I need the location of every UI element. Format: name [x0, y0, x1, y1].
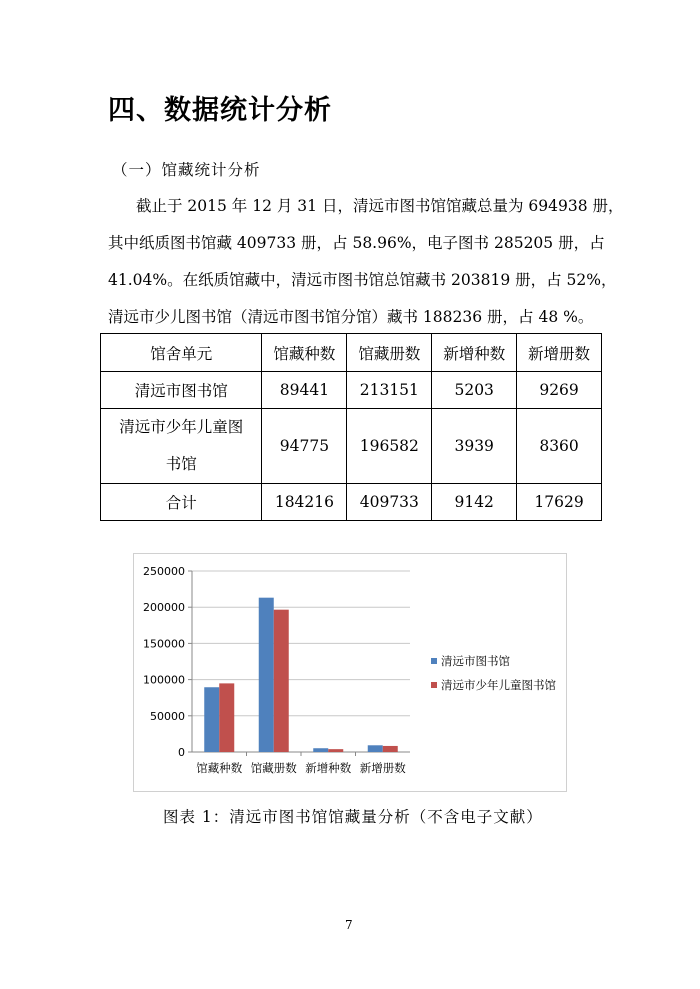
bar — [204, 687, 219, 752]
table-header: 馆舍单元 — [101, 334, 262, 372]
table-header: 新增种数 — [432, 334, 517, 372]
section-heading: 四、数据统计分析 — [108, 95, 332, 126]
table-cell: 94775 — [262, 409, 347, 484]
table-row — [101, 484, 602, 521]
table-row — [101, 409, 602, 484]
x-tick-label: 馆藏册数 — [250, 761, 297, 775]
paragraph-line: 41.04%。在纸质馆藏中，清远市图书馆总馆藏书 203819 册，占 52%， — [108, 271, 617, 289]
table-header-row — [101, 334, 602, 372]
subsection-heading: （一）馆藏统计分析 — [112, 161, 261, 179]
table-cell: 5203 — [432, 372, 517, 409]
table-cell: 17629 — [517, 484, 602, 521]
table-cell: 213151 — [347, 372, 432, 409]
table-cell: 3939 — [432, 409, 517, 484]
collection-table — [100, 333, 602, 521]
table-cell: 清远市图书馆 — [101, 372, 262, 409]
y-tick-label: 100000 — [143, 673, 185, 687]
table-cell: 196582 — [347, 409, 432, 484]
table-cell: 409733 — [347, 484, 432, 521]
paragraph-line: 清远市少儿图书馆（清远市图书馆分馆）藏书 188236 册，占 48 %。 — [108, 308, 594, 326]
legend-swatch — [431, 682, 437, 688]
table-cell: 8360 — [517, 409, 602, 484]
x-tick-label: 新增种数 — [305, 761, 352, 775]
table-cell: 89441 — [262, 372, 347, 409]
table-header: 馆藏种数 — [262, 334, 347, 372]
legend-swatch — [431, 658, 437, 664]
figure-caption: 图表 1：清远市图书馆馆藏量分析（不含电子文献） — [163, 808, 543, 826]
y-tick-label: 0 — [178, 746, 185, 759]
table-cell: 9142 — [432, 484, 517, 521]
legend-label: 清远市图书馆 — [441, 654, 510, 668]
table-cell: 合计 — [101, 484, 262, 521]
legend-label: 清远市少年儿童图书馆 — [441, 678, 556, 692]
body-paragraph — [108, 188, 624, 336]
table-cell — [101, 409, 262, 484]
table-header: 馆藏册数 — [347, 334, 432, 372]
bar — [274, 610, 289, 752]
table-cell: 9269 — [517, 372, 602, 409]
paragraph-line: 截止于 2015 年 12 月 31 日，清远市图书馆馆藏总量为 694938 册， — [136, 197, 624, 215]
x-tick-label: 新增册数 — [359, 761, 406, 775]
table-header: 新增册数 — [517, 334, 602, 372]
bar — [383, 746, 398, 752]
y-tick-label: 250000 — [143, 565, 185, 578]
cell-line: 书馆 — [165, 455, 197, 473]
table-cell: 184216 — [262, 484, 347, 521]
bar — [219, 683, 234, 752]
bar-chart — [133, 553, 567, 792]
bar — [368, 745, 383, 752]
bar — [259, 598, 274, 752]
bar — [313, 748, 328, 752]
page-number: 7 — [345, 918, 353, 932]
y-tick-label: 150000 — [143, 637, 185, 651]
cell-line: 清远市少年儿童图 — [119, 418, 244, 436]
x-tick-label: 馆藏种数 — [196, 761, 243, 775]
table-row — [101, 372, 602, 409]
bar — [328, 749, 343, 752]
y-tick-label: 50000 — [150, 709, 185, 723]
paragraph-line: 其中纸质图书馆藏 409733 册，占 58.96%，电子图书 285205 册，占 — [108, 234, 605, 252]
y-tick-label: 200000 — [143, 601, 185, 615]
chart-svg — [134, 554, 566, 791]
